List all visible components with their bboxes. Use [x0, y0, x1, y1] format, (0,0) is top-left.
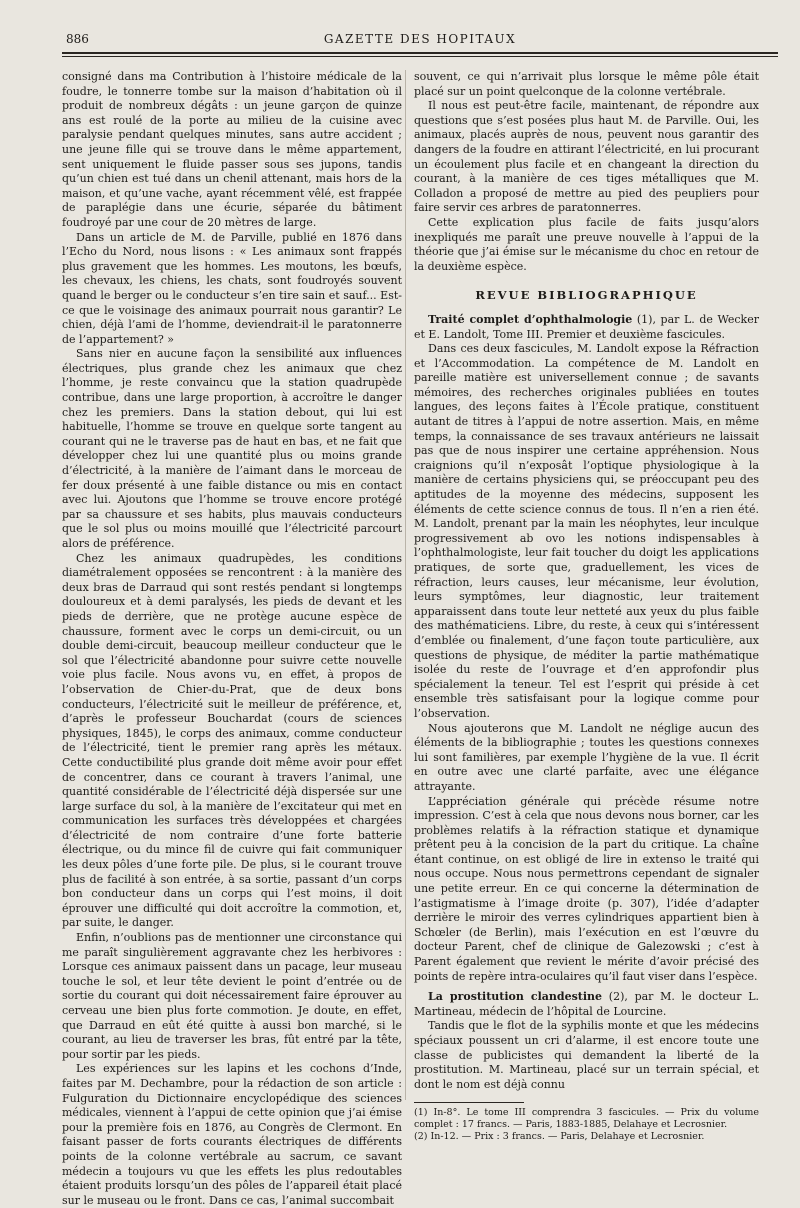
- book-title: Traité complet d’ophthalmologie: [428, 312, 633, 326]
- paragraph: Sans nier en aucune façon la sensibilité aux influences électriques, plus grande chez les animaux que chez l’homme, je reste convaincu que la station quadrupède contribue, dans une large proportion, à accroître le danger chez les premiers. Dans la station debout, qui lui est habituelle, l’homme se trouve en quelque sorte tangent au courant qui ne le traverse pas de haut en bas, et ne fait que développer chez lui une quantité plus ou moins grande d’électricité, à la manière de l’aimant dans le morceau de fer doux présenté à une faible distance ou mis en contact avec lui. Ajoutons que l’homme se trouve encore protégé par sa chaussure et ses habits, plus mauvais conducteurs que le sol plus ou moins mouillé que l’électricité parcourt alors de préférence.: [62, 347, 402, 550]
- footnote: (1) In-8°. Le tome III comprendra 3 fascicules. — Prix du volume complet : 17 francs. — Paris, 1883-1885, Delahaye et Lecrosnier.: [414, 1107, 759, 1131]
- section-title: REVUE BIBLIOGRAPHIQUE: [475, 288, 698, 303]
- footnote: (2) In-12. — Prix : 3 francs. — Paris, Delahaye et Lecrosnier.: [414, 1131, 705, 1143]
- header-rule: [62, 52, 778, 54]
- paragraph: Il nous est peut-être facile, maintenant, de répondre aux questions que s’est posées plus haut M. de Parville. Oui, les animaux, placés auprès de nous, peuvent nous garantir des dangers de la foudre en attirant l’électricité, en lui procurant un écoulement plus facile et en changeant la direction du courant, à la manière de ces tiges métalliques que M. Colladon a proposé de mettre au pied des peupliers pour faire servir ces arbres de paratonnerres.: [414, 99, 759, 215]
- paragraph: Cette explication plus facile de faits jusqu’alors inexpliqués me paraît une preuve nouvelle à l’appui de la théorie que j’ai émise sur le mécanisme du choc en retour de la deuxième espèce.: [414, 215, 759, 273]
- paragraph: Dans un article de M. de Parville, publié en 1876 dans l’Echo du Nord, nous lisons : « Les animaux sont frappés plus gravement que les hommes. Les moutons, les bœufs, les chevaux, les chiens, les chats, sont foudroyés souvent quand le berger ou le conducteur s’en tire sain et sauf... Est-ce que le voisinage des animaux pourrait nous garantir? Le chien, déjà l’ami de l’homme, deviendrait-il le paratonnerre de l’appartement? »: [62, 230, 402, 346]
- page-number: 886: [66, 32, 89, 46]
- book-details: (1), par L. de Wecker et E. Landolt, Tome III. Premier et deuxième fascicules.: [414, 312, 759, 341]
- page-header: [62, 30, 778, 50]
- paragraph: souvent, ce qui n’arrivait plus lorsque le même pôle était placé sur un point quelconque de la colonne vertébrale.: [414, 70, 759, 98]
- running-head: GAZETTE DES HOPITAUX: [323, 32, 517, 46]
- paragraph: consigné dans ma Contribution à l’histoire médicale de la foudre, le tonnerre tombe sur la maison d’habitation où il produit de nombreux dégâts : un jeune garçon de quinze ans est roulé de la porte au milieu de la cuisine avec paralysie pendant quelques minutes, sans autre accident ; une jeune fille qui se trouve dans le même appartement, sent uniquement le fluide passer sous ses jupons, tandis qu’un chien est tué dans un chenil attenant, mais hors de la maison, et qu’une vache, ayant récemment vêlé, est frappée de paraplégie dans une écurie, séparée du bâtiment foudroyé par une cour de 20 mètres de large.: [62, 70, 402, 229]
- paragraph: Nous ajouterons que M. Landolt ne néglige aucun des éléments de la bibliographie ; toutes les questions connexes lui sont familières, par exemple l’hygiène de la vue. Il écrit en outre avec une clarté parfaite, avec une élégance attrayante.: [414, 721, 759, 793]
- paragraph: L’appréciation générale qui précède résume notre impression. C’est à cela que nous devons nous borner, car les problèmes relatifs à la réfraction statique et dynamique prêtent peu à la concision de la part du critique. La chaîne étant continue, on est obligé de lire in extenso le traité qui nous occupe. Nous nous permettrons cependant de signaler une petite erreur. En ce qui concerne la détermination de l’astigmatisme à l’image droite (p. 307), l’idée d’adapter derrière le miroir des verres cylindriques appartient bien à Schœler (de Berlin), mais l’exécution en est l’œuvre du docteur Parent, chef de clinique de Galezowski ; c’est à Parent également que revient le mérite d’avoir précisé des points de repère intra-oculaires qu’il faut viser dans l’espèce.: [414, 794, 759, 983]
- paragraph: Chez les animaux quadrupèdes, les conditions diamétralement opposées se rencontrent : à la manière des deux bras de Darraud qui sont restés pendant si longtemps douloureux et à demi paralysés, les pieds de devant et les pieds de derrière, que ne protège aucune espèce de chaussure, forment avec le corps un demi-circuit, ou un double demi-circuit, beaucoup meilleur conducteur que le sol que l’électricité abandonne pour suivre cette nouvelle voie plus facile. Nous avons vu, en effet, à propos de l’observation de Chier-du-Prat, que de deux bons conducteurs, l’électricité suit le meilleur de préférence, et, d’après le professeur Bouchardat (cours de sciences physiques, 1845), le corps des animaux, comme conducteur de l’électricité, tient le premier rang après les métaux. Cette conductibilité plus grande doit même avoir pour effet de concentrer, dans ce courant à travers l’animal, une quantité considérable de l’électricité déjà dispersée sur une large surface du sol, à la manière de l’excitateur qui met en communication les surfaces très développées et chargées d’électricité de nom contraire d’une forte batterie électrique, ou du mince fil de cuivre qui fait communiquer les deux pôles d’une forte pile. De plus, si le courant trouve plus de facilité à son entrée, à sa sortie, passant d’un corps bon conducteur dans un corps qui l’est moins, il doit éprouver une difficulté qui doit accroître la commotion, et, par suite, le danger.: [62, 551, 402, 930]
- paragraph: Enfin, n’oublions pas de mentionner une circonstance qui me paraît singulièrement aggravante chez les herbivores : Lorsque ces animaux paissent dans un pacage, leur museau touche le sol, et leur tête devient le point d’entrée ou de sortie du courant qui doit nécessairement faire éprouver au cerveau une bien plus forte commotion. Je doute, en effet, que Darraud en eût été quitte à aussi bon marché, si le courant, au lieu de traverser les bras, fût entré par la tête, pour sortir par les pieds.: [62, 931, 402, 1061]
- footnote-rule: [414, 1102, 524, 1103]
- left-column: [62, 70, 402, 1207]
- book-title: La prostitution clandestine: [428, 990, 603, 1004]
- right-column: [414, 70, 759, 1143]
- header-rule-thin: [62, 56, 778, 57]
- paragraph: Dans ces deux fascicules, M. Landolt expose la Réfraction et l’Accommodation. La compétence de M. Landolt en pareille matière est universellement connue ; de savants mémoires, des recherches originales publiées en toutes langues, des leçons faites à l’École pratique, constituent autant de titres à l’appui de notre assertion. Mais, en même temps, la connaissance de ses travaux antérieurs ne laissait pas que de nous inspirer une certaine appréhension. Nous craignions qu’il n’exposât l’optique physiologique à la manière de certains physiciens qui, se préoccupant peu des aptitudes de la moyenne des médecins, supposent les éléments de cette science connus de tous. Il n’en a rien été. M. Landolt, prenant par la main les néophytes, leur inculque progressivement ab ovo les notions indispensables à l’ophthalmologiste, leur fait toucher du doigt les applications pratiques, de sorte que, graduellement, les vices de réfraction, leurs causes, leur mécanisme, leur évolution, leurs symptômes, leur diagnostic, leur traitement apparaissent dans toute leur netteté aux yeux du plus faible des mathématiciens. Libre, du reste, à ceux qui s’intéressent d’emblée ou finalement, d’une façon toute particulière, aux questions de physique, de méditer la partie mathématique isolée du reste de l’ouvrage et d’en approfondir plus spécialement la teneur. Tel est l’esprit qui préside à cet ensemble très satisfaisant pour la logique comme pour l’observation.: [414, 342, 759, 720]
- book-entry: [414, 313, 759, 342]
- book-entry: [414, 990, 759, 1019]
- column-divider: [405, 70, 406, 1100]
- paragraph: Les expériences sur les lapins et les cochons d’Inde, faites par M. Dechambre, pour la rédaction de son article : Fulguration du Dictionnaire encyclopédique des sciences médicales, viennent à l’appui de cette opinion que j’ai émise pour la première fois en 1876, au Congrès de Clermont. En faisant passer de forts courants électriques de différents points de la colonne vertébrale au sacrum, ce savant médecin a toujours vu que les effets les plus redoutables étaient produits lorsqu’un des pôles de l’appareil était placé sur le museau ou le front. Dans ce cas, l’animal succombait: [62, 1062, 402, 1207]
- paragraph: Tandis que le flot de la syphilis monte et que les médecins spéciaux poussent un cri d’alarme, il est encore toute une classe de publicistes qui demandent la liberté de la prostitution. M. Martineau, placé sur un terrain spécial, et dont le nom est déjà connu: [414, 1019, 759, 1091]
- book-details: (2), par M. le docteur L. Martineau, médecin de l’hôpital de Lourcine.: [414, 990, 759, 1018]
